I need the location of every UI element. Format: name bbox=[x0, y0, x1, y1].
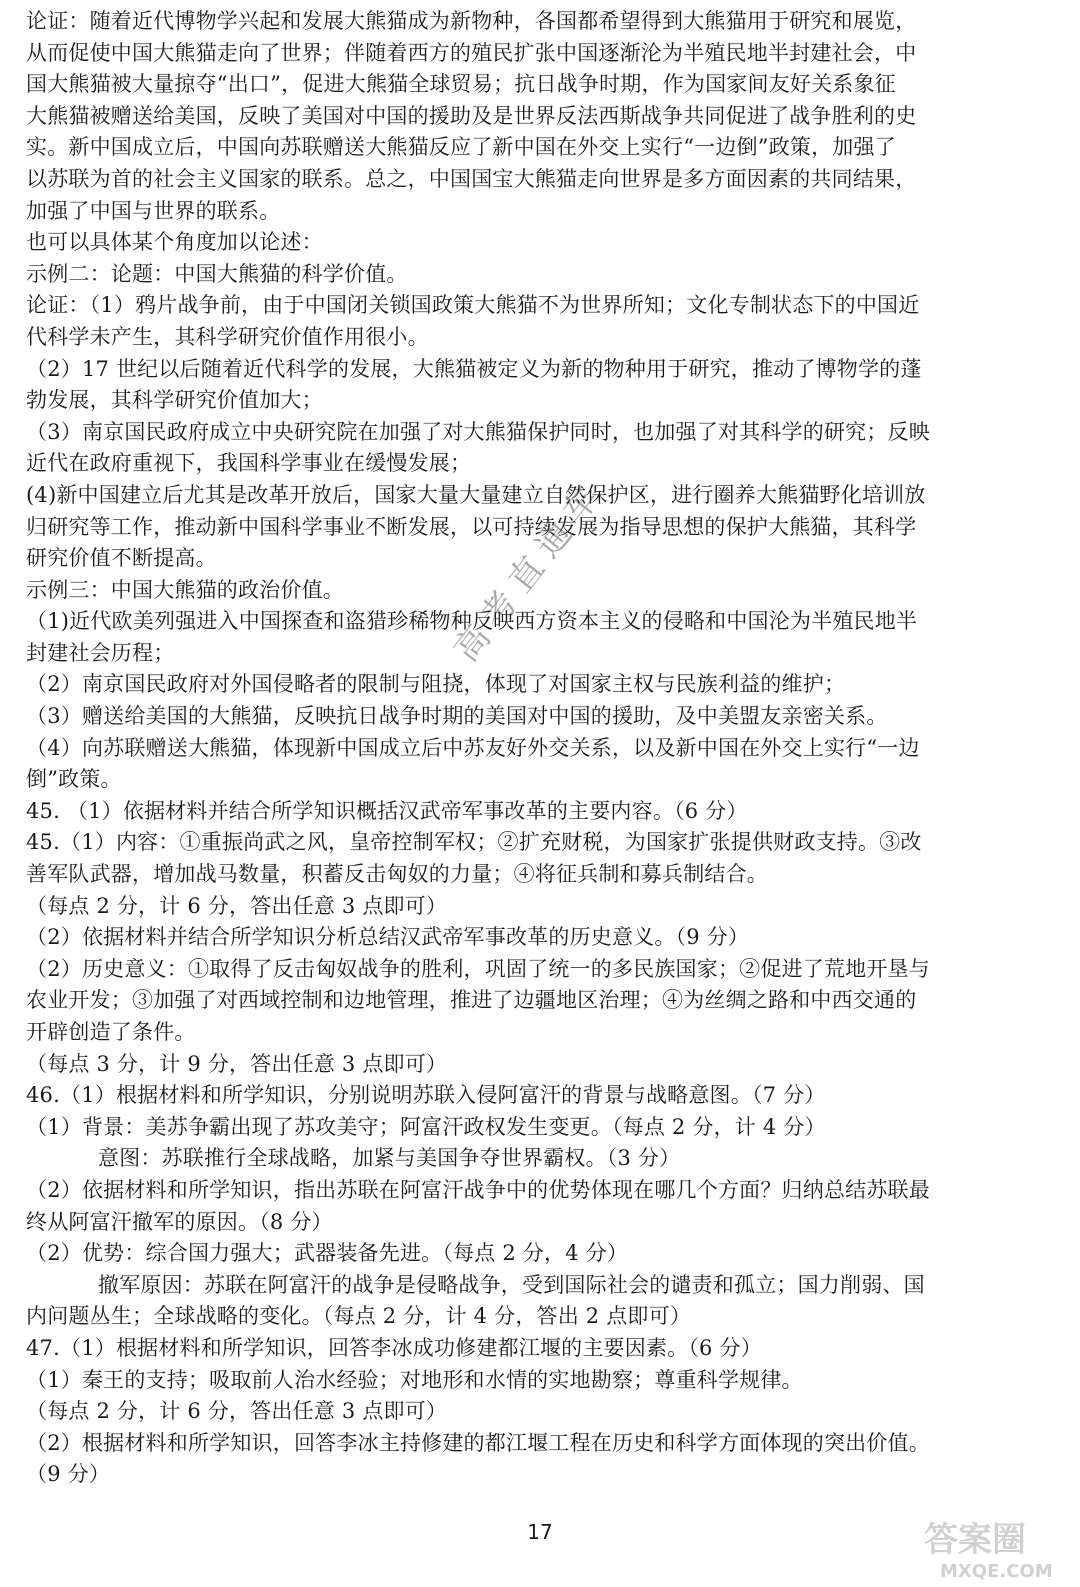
text-line: (4)新中国建立后尤其是改革开放后，国家大量大量建立自然保护区，进行圈养大熊猫野化培训放 bbox=[26, 482, 926, 507]
text-line: 示例三：中国大熊猫的政治价值。 bbox=[26, 577, 344, 602]
text-line: 加强了中国与世界的联系。 bbox=[26, 198, 281, 223]
text-line: （2）优势：综合国力强大；武器装备先进。（每点 2 分，4 分） bbox=[26, 1241, 629, 1266]
text-line: （1）秦王的支持；吸取前人治水经验；对地形和水情的实地勘察；尊重科学规律。 bbox=[26, 1367, 803, 1392]
text-line: （2）南京国民政府对外国侵略者的限制与阻挠，体现了对国家主权与民族利益的维护； bbox=[26, 672, 846, 697]
text-line: 45.（1）内容：①重振尚武之风，皇帝控制军权；②扩充财税，为国家扩张提供财政支持。③改 bbox=[26, 830, 922, 855]
page-number: 17 bbox=[527, 1520, 553, 1544]
text-line: 开辟创造了条件。 bbox=[26, 1020, 196, 1044]
text-line: 也可以具体某个角度加以论述： bbox=[26, 230, 323, 255]
text-line: （1）背景：美苏争霸出现了苏攻美守；阿富汗政权发生变更。（每点 2 分，计 4 分） bbox=[26, 1114, 826, 1139]
text-line: 撤军原因：苏联在阿富汗的战争是侵略战争，受到国际社会的谴责和孤立；国力削弱、国 bbox=[98, 1272, 925, 1297]
text-line: 论证：随着近代博物学兴起和发展大熊猫成为新物种，各国都希望得到大熊猫用于研究和展览， bbox=[26, 9, 917, 33]
text-line: 意图：苏联推行全球战略，加紧与美国争夺世界霸权。（3 分） bbox=[98, 1146, 681, 1171]
text-line: （4）向苏联赠送大熊猫，体现新中国成立后中苏友好外交关系，以及新中国在外交上实行“一边 bbox=[26, 735, 920, 760]
logo-text: 答案圈 bbox=[924, 1520, 1026, 1560]
text-line: （1)近代欧美列强进入中国探查和盗猎珍稀物种反映西方资本主义的侵略和中国沦为半殖民地半 bbox=[26, 609, 918, 634]
text-line: 研究价值不断提高。 bbox=[26, 546, 217, 571]
text-line: 善军队武器，增加战马数量，积蓄反击匈奴的力量；④将征兵制和募兵制结合。 bbox=[26, 862, 768, 887]
text-line: 国大熊猫被大量掠夺“出口”，促进大熊猫全球贸易；抗日战争时期，作为国家间友好关系象征 bbox=[26, 72, 896, 97]
watermark-text: 高考直通车 bbox=[446, 471, 614, 670]
text-line: 封建社会历程； bbox=[26, 640, 175, 665]
text-line: 以苏联为首的社会主义国家的联系。总之，中国国宝大熊猫走向世界是多方面因素的共同结果， bbox=[26, 166, 917, 191]
text-line: （每点 2 分，计 6 分，答出任意 3 点即可） bbox=[26, 893, 448, 918]
text-line: （9 分） bbox=[26, 1462, 111, 1487]
question-47-2: （2）根据材料和所学知识，回答李冰主持修建的都江堰工程在历史和科学方面体现的突出价值。 bbox=[26, 1430, 930, 1455]
question-45-2: （2）依据材料并结合所学知识分析总结汉武帝军事改革的历史意义。（9 分） bbox=[26, 925, 750, 950]
text-line: 勃发展，其科学研究价值加大； bbox=[26, 388, 323, 413]
text-line: 论证：（1）鸦片战争前，由于中国闭关锁国政策大熊猫不为世界所知；文化专制状态下的中国近 bbox=[26, 293, 920, 318]
text-line: （3）南京国民政府成立中央研究院在加强了对大熊猫保护同时，也加强了对其科学的研究；反映 bbox=[26, 419, 930, 444]
text-line: 归研究等工作，推动新中国科学事业不断发展，以可持续发展为指导思想的保护大熊猫，其科学 bbox=[26, 514, 917, 539]
question-45-1: 45. （1）依据材料并结合所学知识概括汉武帝军事改革的主要内容。（6 分） bbox=[26, 798, 748, 823]
text-line: （每点 3 分，计 9 分，答出任意 3 点即可） bbox=[26, 1051, 448, 1076]
text-line: 内问题丛生；全球战略的变化。（每点 2 分，计 4 分，答出 2 点即可） bbox=[26, 1304, 692, 1329]
question-46-2: （2）依据材料和所学知识，指出苏联在阿富汗战争中的优势体现在哪几个方面？归纳总结苏联最 bbox=[26, 1177, 930, 1202]
text-line: 实。新中国成立后，中国向苏联赠送大熊猫反应了新中国在外交上实行“一边倒”政策，加强了 bbox=[26, 135, 896, 160]
question-47-1: 47.（1）根据材料和所学知识，回答李冰成功修建都江堰的主要因素。（6 分） bbox=[26, 1335, 762, 1360]
text-line: 大熊猫被赠送给美国，反映了美国对中国的援助及是世界反法西斯战争共同促进了战争胜利的史 bbox=[26, 103, 917, 128]
text-line: 农业开发；③加强了对西域控制和边地管理，推进了边疆地区治理；④为丝绸之路和中西交通的 bbox=[26, 988, 917, 1013]
text-line: （2）历史意义：①取得了反击匈奴战争的胜利，巩固了统一的多民族国家；②促进了荒地开垦与 bbox=[26, 956, 930, 981]
text-line: 从而促使中国大熊猫走向了世界；伴随着西方的殖民扩张中国逐渐沦为半殖民地半封建社会，中 bbox=[26, 40, 917, 65]
text-line: （每点 2 分，计 6 分，答出任意 3 点即可） bbox=[26, 1399, 448, 1424]
text-line: 终从阿富汗撤军的原因。（8 分） bbox=[26, 1209, 333, 1234]
text-line: 近代在政府重视下，我国科学事业在缓慢发展； bbox=[26, 451, 472, 476]
logo-url-text: MXQE.COM bbox=[940, 1561, 1053, 1582]
question-46-1: 46.（1）根据材料和所学知识，分别说明苏联入侵阿富汗的背景与战略意图。（7 分） bbox=[26, 1083, 826, 1108]
text-line: （2）17 世纪以后随着近代科学的发展，大熊猫被定义为新的物种用于研究，推动了博物学的蓬 bbox=[26, 356, 922, 381]
text-line: 代科学未产生，其科学研究价值作用很小。 bbox=[26, 324, 429, 349]
text-line: （3）赠送给美国的大熊猫，反映抗日战争时期的美国对中国的援助，及中美盟友亲密关系。 bbox=[26, 704, 888, 729]
text-line: 示例二：论题：中国大熊猫的科学价值。 bbox=[26, 261, 408, 286]
document-body bbox=[26, 6, 1058, 1491]
text-line: 倒”政策。 bbox=[26, 767, 122, 792]
